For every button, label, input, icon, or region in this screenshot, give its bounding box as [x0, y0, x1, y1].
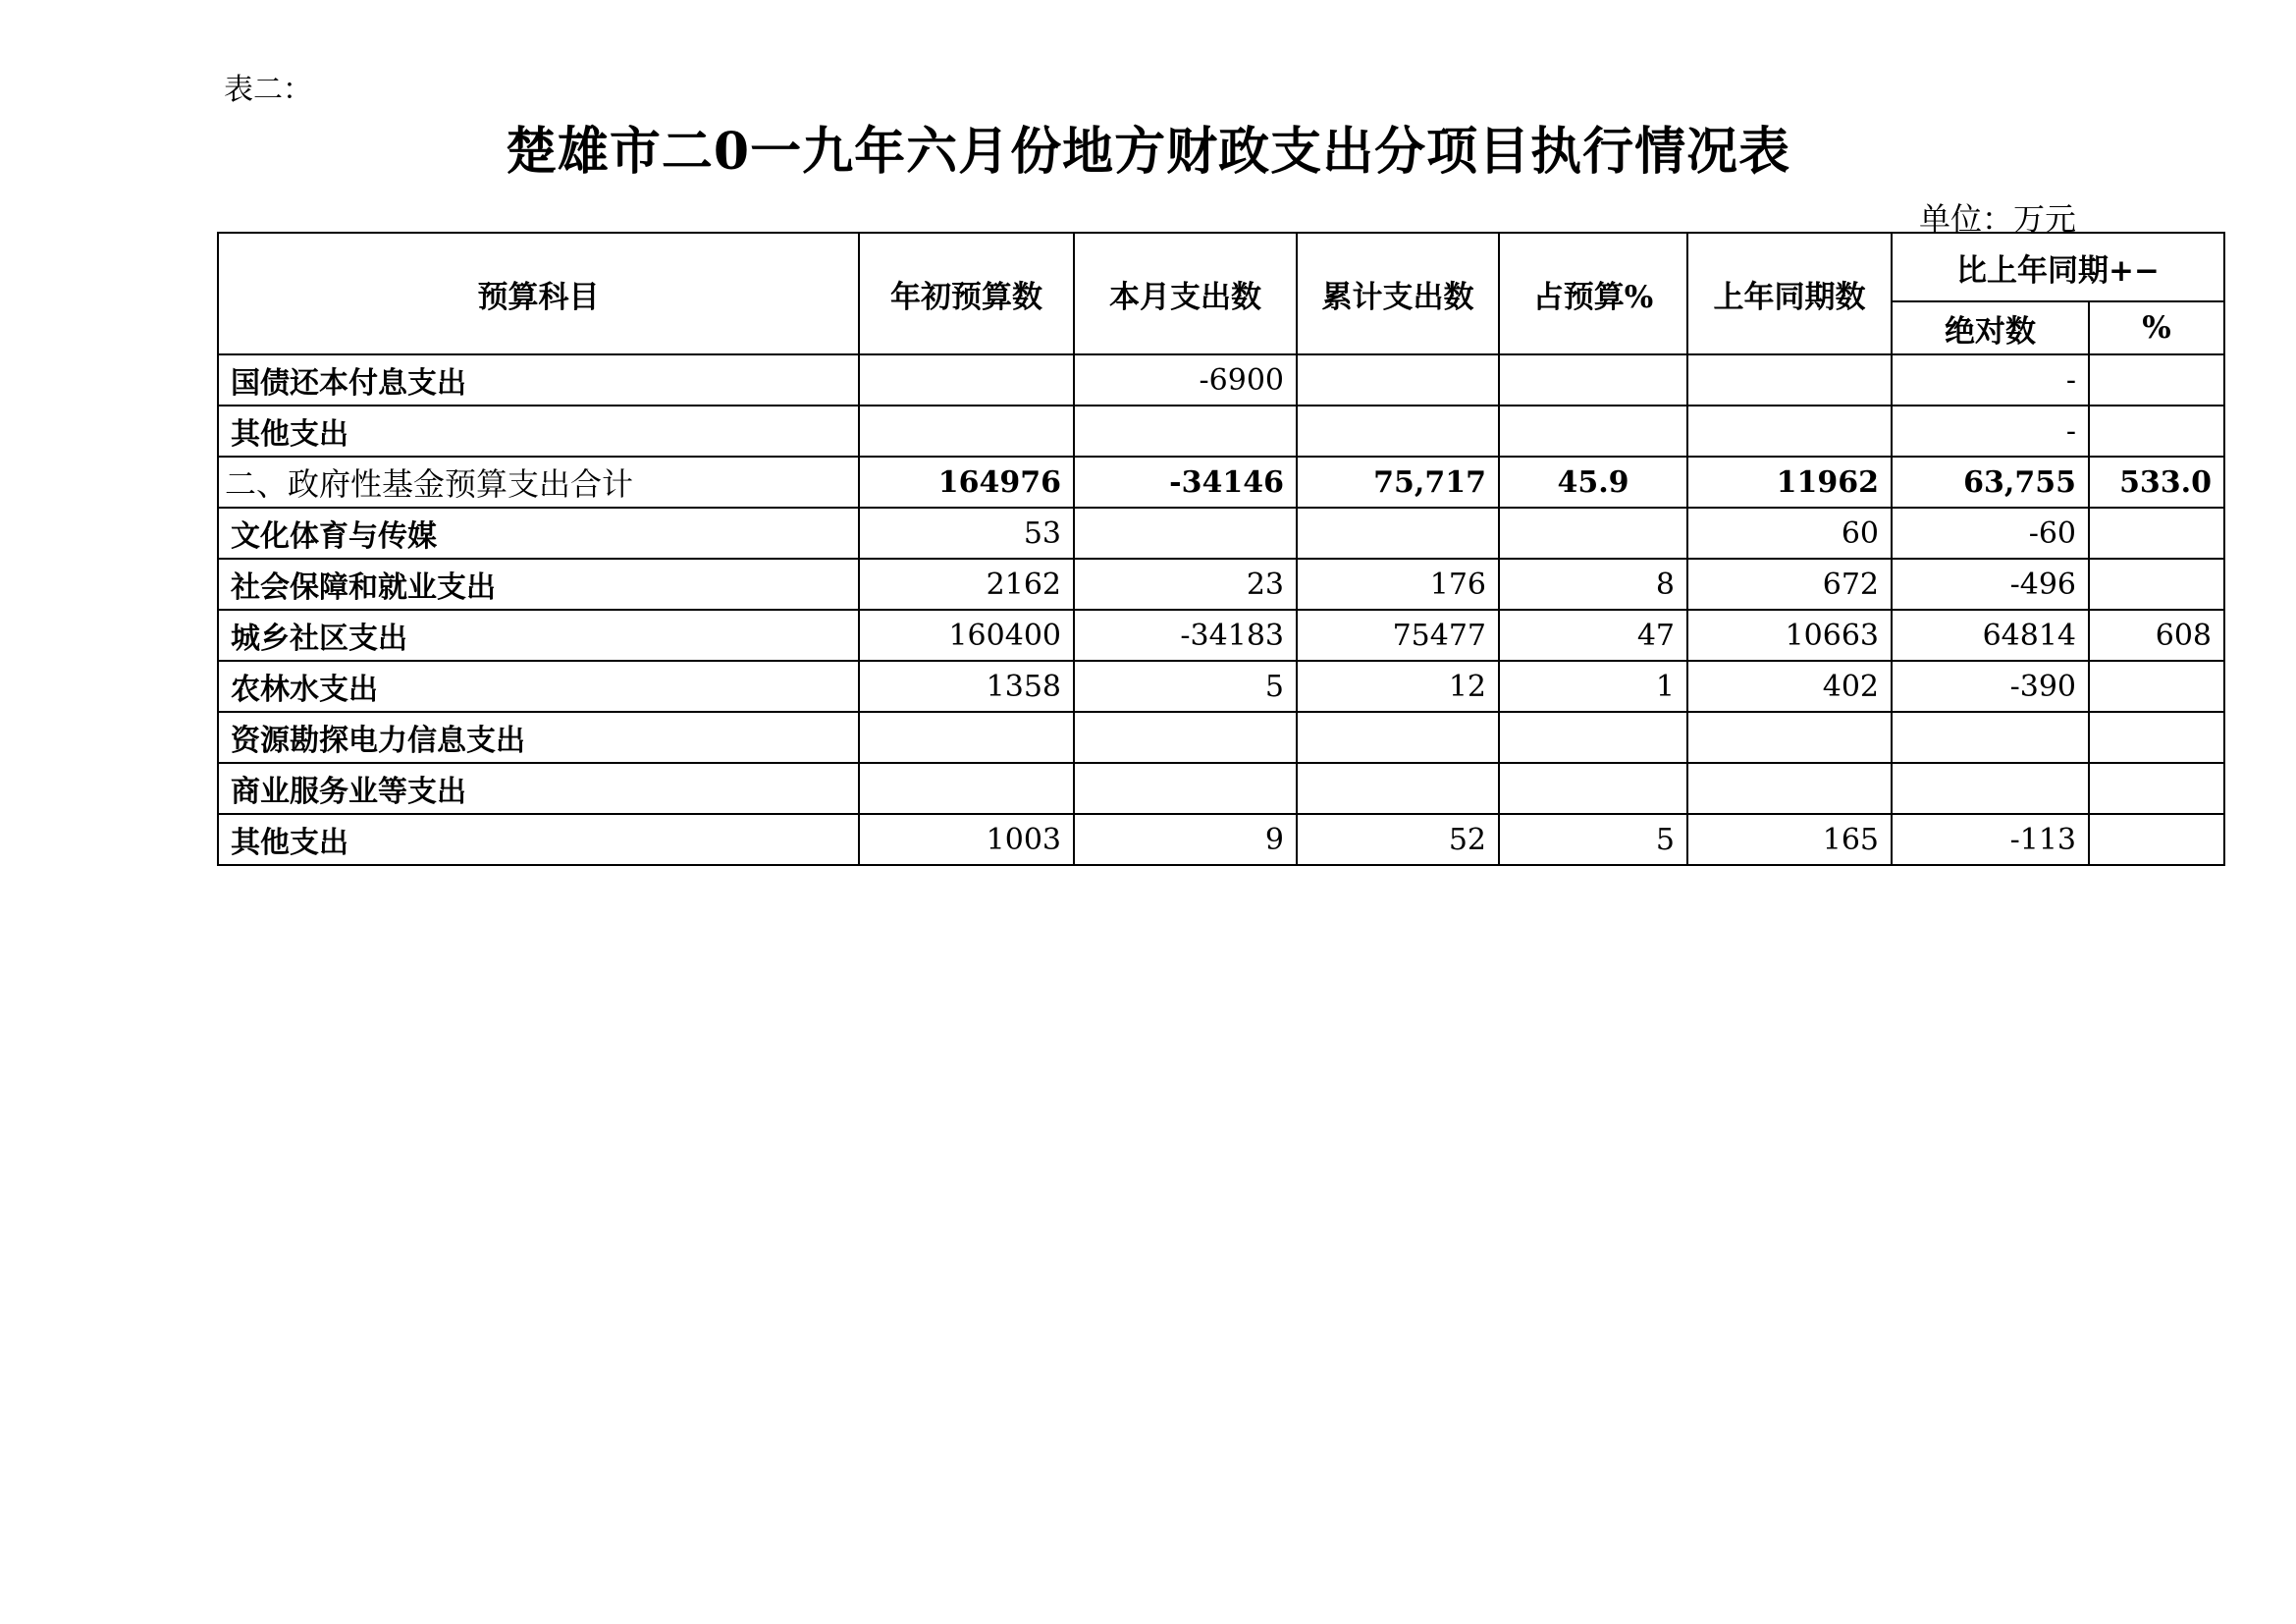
cell-yoy-abs [1892, 712, 2089, 763]
cell-subject: 商业服务业等支出 [218, 763, 859, 814]
cell-prior-period: 165 [1687, 814, 1892, 865]
cell-prior-period [1687, 354, 1892, 406]
cell-cumulative-spend: 75,717 [1297, 457, 1499, 508]
cell-yoy-abs: 64814 [1892, 610, 2089, 661]
cell-annual-budget [859, 712, 1074, 763]
cell-yoy-abs: -390 [1892, 661, 2089, 712]
cell-pct-budget [1499, 508, 1687, 559]
header-annual-budget: 年初预算数 [859, 233, 1074, 354]
cell-subject: 其他支出 [218, 814, 859, 865]
cell-annual-budget: 1003 [859, 814, 1074, 865]
cell-annual-budget: 2162 [859, 559, 1074, 610]
cell-prior-period [1687, 763, 1892, 814]
cell-month-spend: 9 [1074, 814, 1297, 865]
cell-yoy-pct [2089, 763, 2224, 814]
cell-cumulative-spend [1297, 763, 1499, 814]
header-cumulative-spend: 累计支出数 [1297, 233, 1499, 354]
cell-month-spend: -34183 [1074, 610, 1297, 661]
table-row [218, 814, 2224, 865]
cell-yoy-abs: -496 [1892, 559, 2089, 610]
cell-cumulative-spend: 12 [1297, 661, 1499, 712]
cell-yoy-pct [2089, 354, 2224, 406]
expenditure-table [217, 232, 2225, 866]
cell-yoy-abs: - [1892, 406, 2089, 457]
cell-prior-period: 672 [1687, 559, 1892, 610]
cell-subject: 城乡社区支出 [218, 610, 859, 661]
cell-yoy-pct [2089, 508, 2224, 559]
cell-yoy-pct [2089, 661, 2224, 712]
cell-month-spend [1074, 763, 1297, 814]
cell-subject: 国债还本付息支出 [218, 354, 859, 406]
cell-cumulative-spend [1297, 406, 1499, 457]
table-row [218, 508, 2224, 559]
header-pct-budget: 占预算% [1499, 233, 1687, 354]
unit-label: 单位：万元 [1919, 200, 2077, 238]
cell-yoy-abs: -113 [1892, 814, 2089, 865]
cell-month-spend: 5 [1074, 661, 1297, 712]
cell-prior-period: 60 [1687, 508, 1892, 559]
cell-subject: 文化体育与传媒 [218, 508, 859, 559]
cell-annual-budget [859, 763, 1074, 814]
cell-pct-budget [1499, 763, 1687, 814]
cell-yoy-abs: -60 [1892, 508, 2089, 559]
cell-annual-budget: 164976 [859, 457, 1074, 508]
table-row [218, 354, 2224, 406]
page-title: 楚雄市二0一九年六月份地方财政支出分项目执行情况表 [505, 122, 1791, 182]
table-body [218, 354, 2224, 865]
cell-pct-budget [1499, 712, 1687, 763]
cell-prior-period [1687, 406, 1892, 457]
cell-annual-budget [859, 406, 1074, 457]
cell-month-spend [1074, 712, 1297, 763]
cell-prior-period: 402 [1687, 661, 1892, 712]
cell-month-spend: 23 [1074, 559, 1297, 610]
cell-yoy-pct [2089, 712, 2224, 763]
cell-yoy-pct [2089, 559, 2224, 610]
cell-month-spend [1074, 508, 1297, 559]
header-subject: 预算科目 [218, 233, 859, 354]
cell-month-spend [1074, 406, 1297, 457]
cell-cumulative-spend: 176 [1297, 559, 1499, 610]
cell-pct-budget [1499, 354, 1687, 406]
cell-annual-budget: 1358 [859, 661, 1074, 712]
cell-yoy-abs: - [1892, 354, 2089, 406]
cell-subject: 资源勘探电力信息支出 [218, 712, 859, 763]
cell-yoy-pct [2089, 814, 2224, 865]
header-yoy-abs: 绝对数 [1892, 301, 2089, 354]
cell-month-spend: -34146 [1074, 457, 1297, 508]
cell-subject: 二、政府性基金预算支出合计 [218, 457, 859, 508]
cell-yoy-abs [1892, 763, 2089, 814]
cell-subject: 社会保障和就业支出 [218, 559, 859, 610]
cell-pct-budget: 47 [1499, 610, 1687, 661]
cell-annual-budget: 53 [859, 508, 1074, 559]
table-row [218, 406, 2224, 457]
table-label: 表二： [224, 73, 312, 107]
cell-cumulative-spend [1297, 508, 1499, 559]
table-row [218, 661, 2224, 712]
cell-pct-budget: 5 [1499, 814, 1687, 865]
header-prior-period: 上年同期数 [1687, 233, 1892, 354]
cell-cumulative-spend [1297, 354, 1499, 406]
cell-pct-budget [1499, 406, 1687, 457]
header-yoy-pct: % [2089, 301, 2224, 354]
cell-yoy-pct: 608 [2089, 610, 2224, 661]
cell-prior-period: 10663 [1687, 610, 1892, 661]
cell-cumulative-spend [1297, 712, 1499, 763]
header-yoy-group: 比上年同期+− [1892, 233, 2224, 301]
table-row [218, 559, 2224, 610]
cell-month-spend: -6900 [1074, 354, 1297, 406]
table-row [218, 763, 2224, 814]
header-row [218, 233, 2224, 301]
cell-cumulative-spend: 75477 [1297, 610, 1499, 661]
table-row [218, 712, 2224, 763]
cell-prior-period [1687, 712, 1892, 763]
header-month-spend: 本月支出数 [1074, 233, 1297, 354]
cell-annual-budget: 160400 [859, 610, 1074, 661]
table-row [218, 610, 2224, 661]
cell-yoy-abs: 63,755 [1892, 457, 2089, 508]
cell-subject: 其他支出 [218, 406, 859, 457]
cell-prior-period: 11962 [1687, 457, 1892, 508]
cell-cumulative-spend: 52 [1297, 814, 1499, 865]
cell-subject: 农林水支出 [218, 661, 859, 712]
cell-pct-budget: 1 [1499, 661, 1687, 712]
cell-annual-budget [859, 354, 1074, 406]
cell-pct-budget: 45.9 [1499, 457, 1687, 508]
cell-pct-budget: 8 [1499, 559, 1687, 610]
table-row [218, 457, 2224, 508]
cell-yoy-pct: 533.0 [2089, 457, 2224, 508]
cell-yoy-pct [2089, 406, 2224, 457]
